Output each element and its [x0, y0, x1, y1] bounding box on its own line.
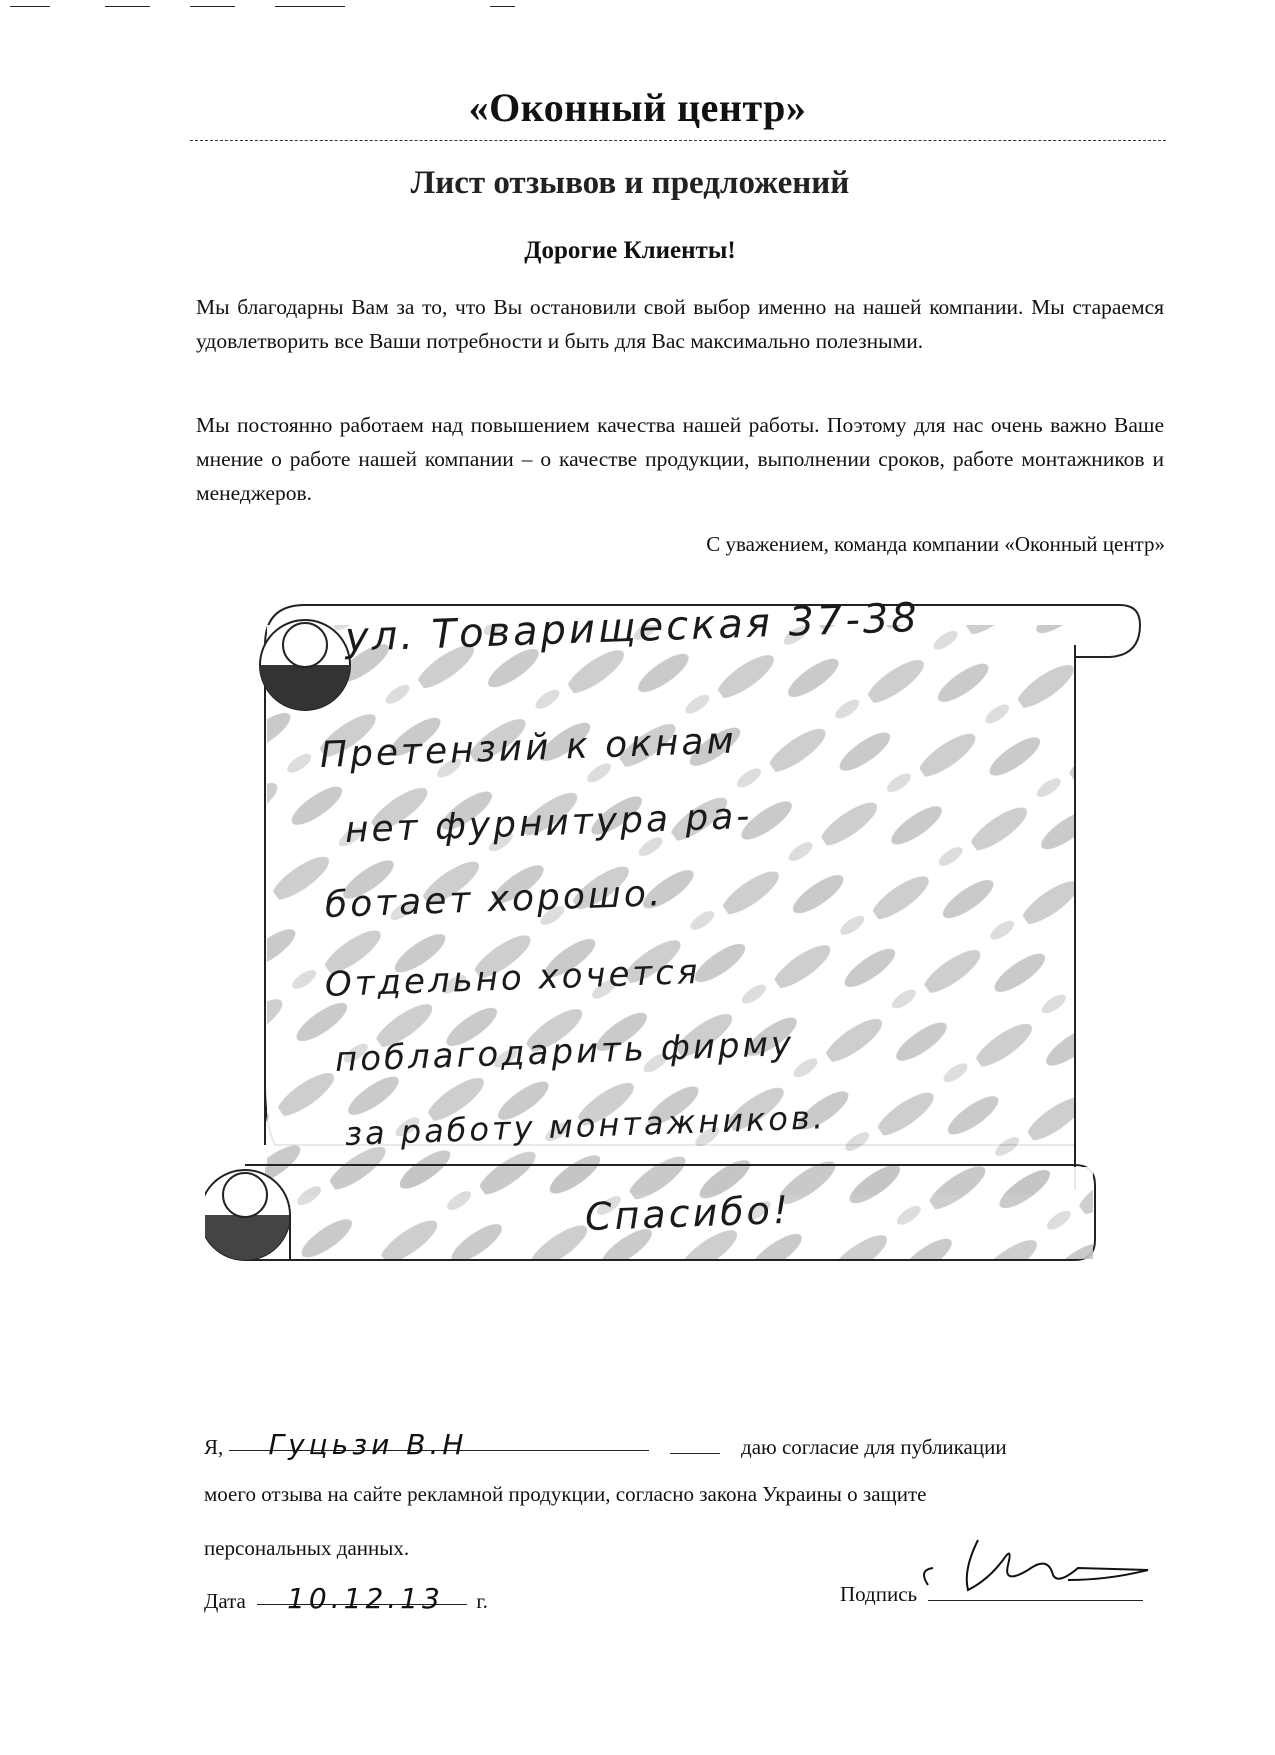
feedback-line-3: ботает хорошо.	[324, 873, 664, 926]
consent-prefix: Я,	[204, 1435, 224, 1459]
feedback-line-6: за работу монтажников.	[344, 1098, 827, 1153]
sign-off: С уважением, команда компании «Оконный центр»	[706, 532, 1165, 556]
date-label: Дата	[204, 1589, 246, 1613]
form-title: Лист отзывов и предложений	[410, 165, 850, 201]
feedback-line-1: Претензий к окнам	[319, 720, 738, 776]
signature-scribble	[918, 1530, 1158, 1600]
date-suffix: г.	[476, 1589, 488, 1613]
feedback-scroll	[205, 585, 1155, 1385]
consent-statement	[204, 1428, 1144, 1460]
greeting: Дорогие Клиенты!	[524, 237, 736, 264]
name-field-tail	[670, 1431, 720, 1454]
feedback-address: ул. Товарищеская 37-38	[344, 594, 921, 661]
consent-line-3: персональных данных.	[204, 1536, 410, 1560]
scan-edge-marks	[0, 0, 1275, 10]
feedback-line-5: поблагодарить фирму	[334, 1023, 795, 1080]
feedback-line-2: нет фурнитура ра-	[344, 795, 753, 851]
intro-paragraph: Мы благодарны Вам за то, что Вы остановили свой выбор именно на нашей компании. Мы стараемся удовлетворить все Ваши потребности и быть для Вас максимально полезными.	[196, 295, 1164, 353]
date-field	[257, 1582, 467, 1615]
consent-suffix: даю согласие для публикации	[741, 1435, 1007, 1459]
quality-paragraph: Мы постоянно работаем над повышением качества нашей работы. Поэтому для нас очень важно Ваше мнение о работе нашей компании – о качестве продукции, выполнении сроков, работе монтажников и менеджеров.	[196, 413, 1164, 505]
name-field	[229, 1428, 649, 1461]
feedback-line-7: Спасибо!	[584, 1187, 792, 1239]
company-title: «Оконный центр»	[468, 85, 807, 130]
signature-label: Подпись	[840, 1582, 918, 1606]
date-block	[204, 1582, 488, 1614]
date-value: 10.12.13	[287, 1582, 444, 1615]
customer-name: Гуцьзи В.Н	[268, 1428, 468, 1461]
consent-line-2: моего отзыва на сайте рекламной продукции, согласно закона Украины о защите	[204, 1482, 927, 1506]
signature-field	[928, 1578, 1143, 1601]
signature-block	[840, 1578, 1143, 1607]
feedback-line-4: Отдельно хочется	[324, 951, 701, 1005]
header-divider	[190, 140, 1166, 141]
